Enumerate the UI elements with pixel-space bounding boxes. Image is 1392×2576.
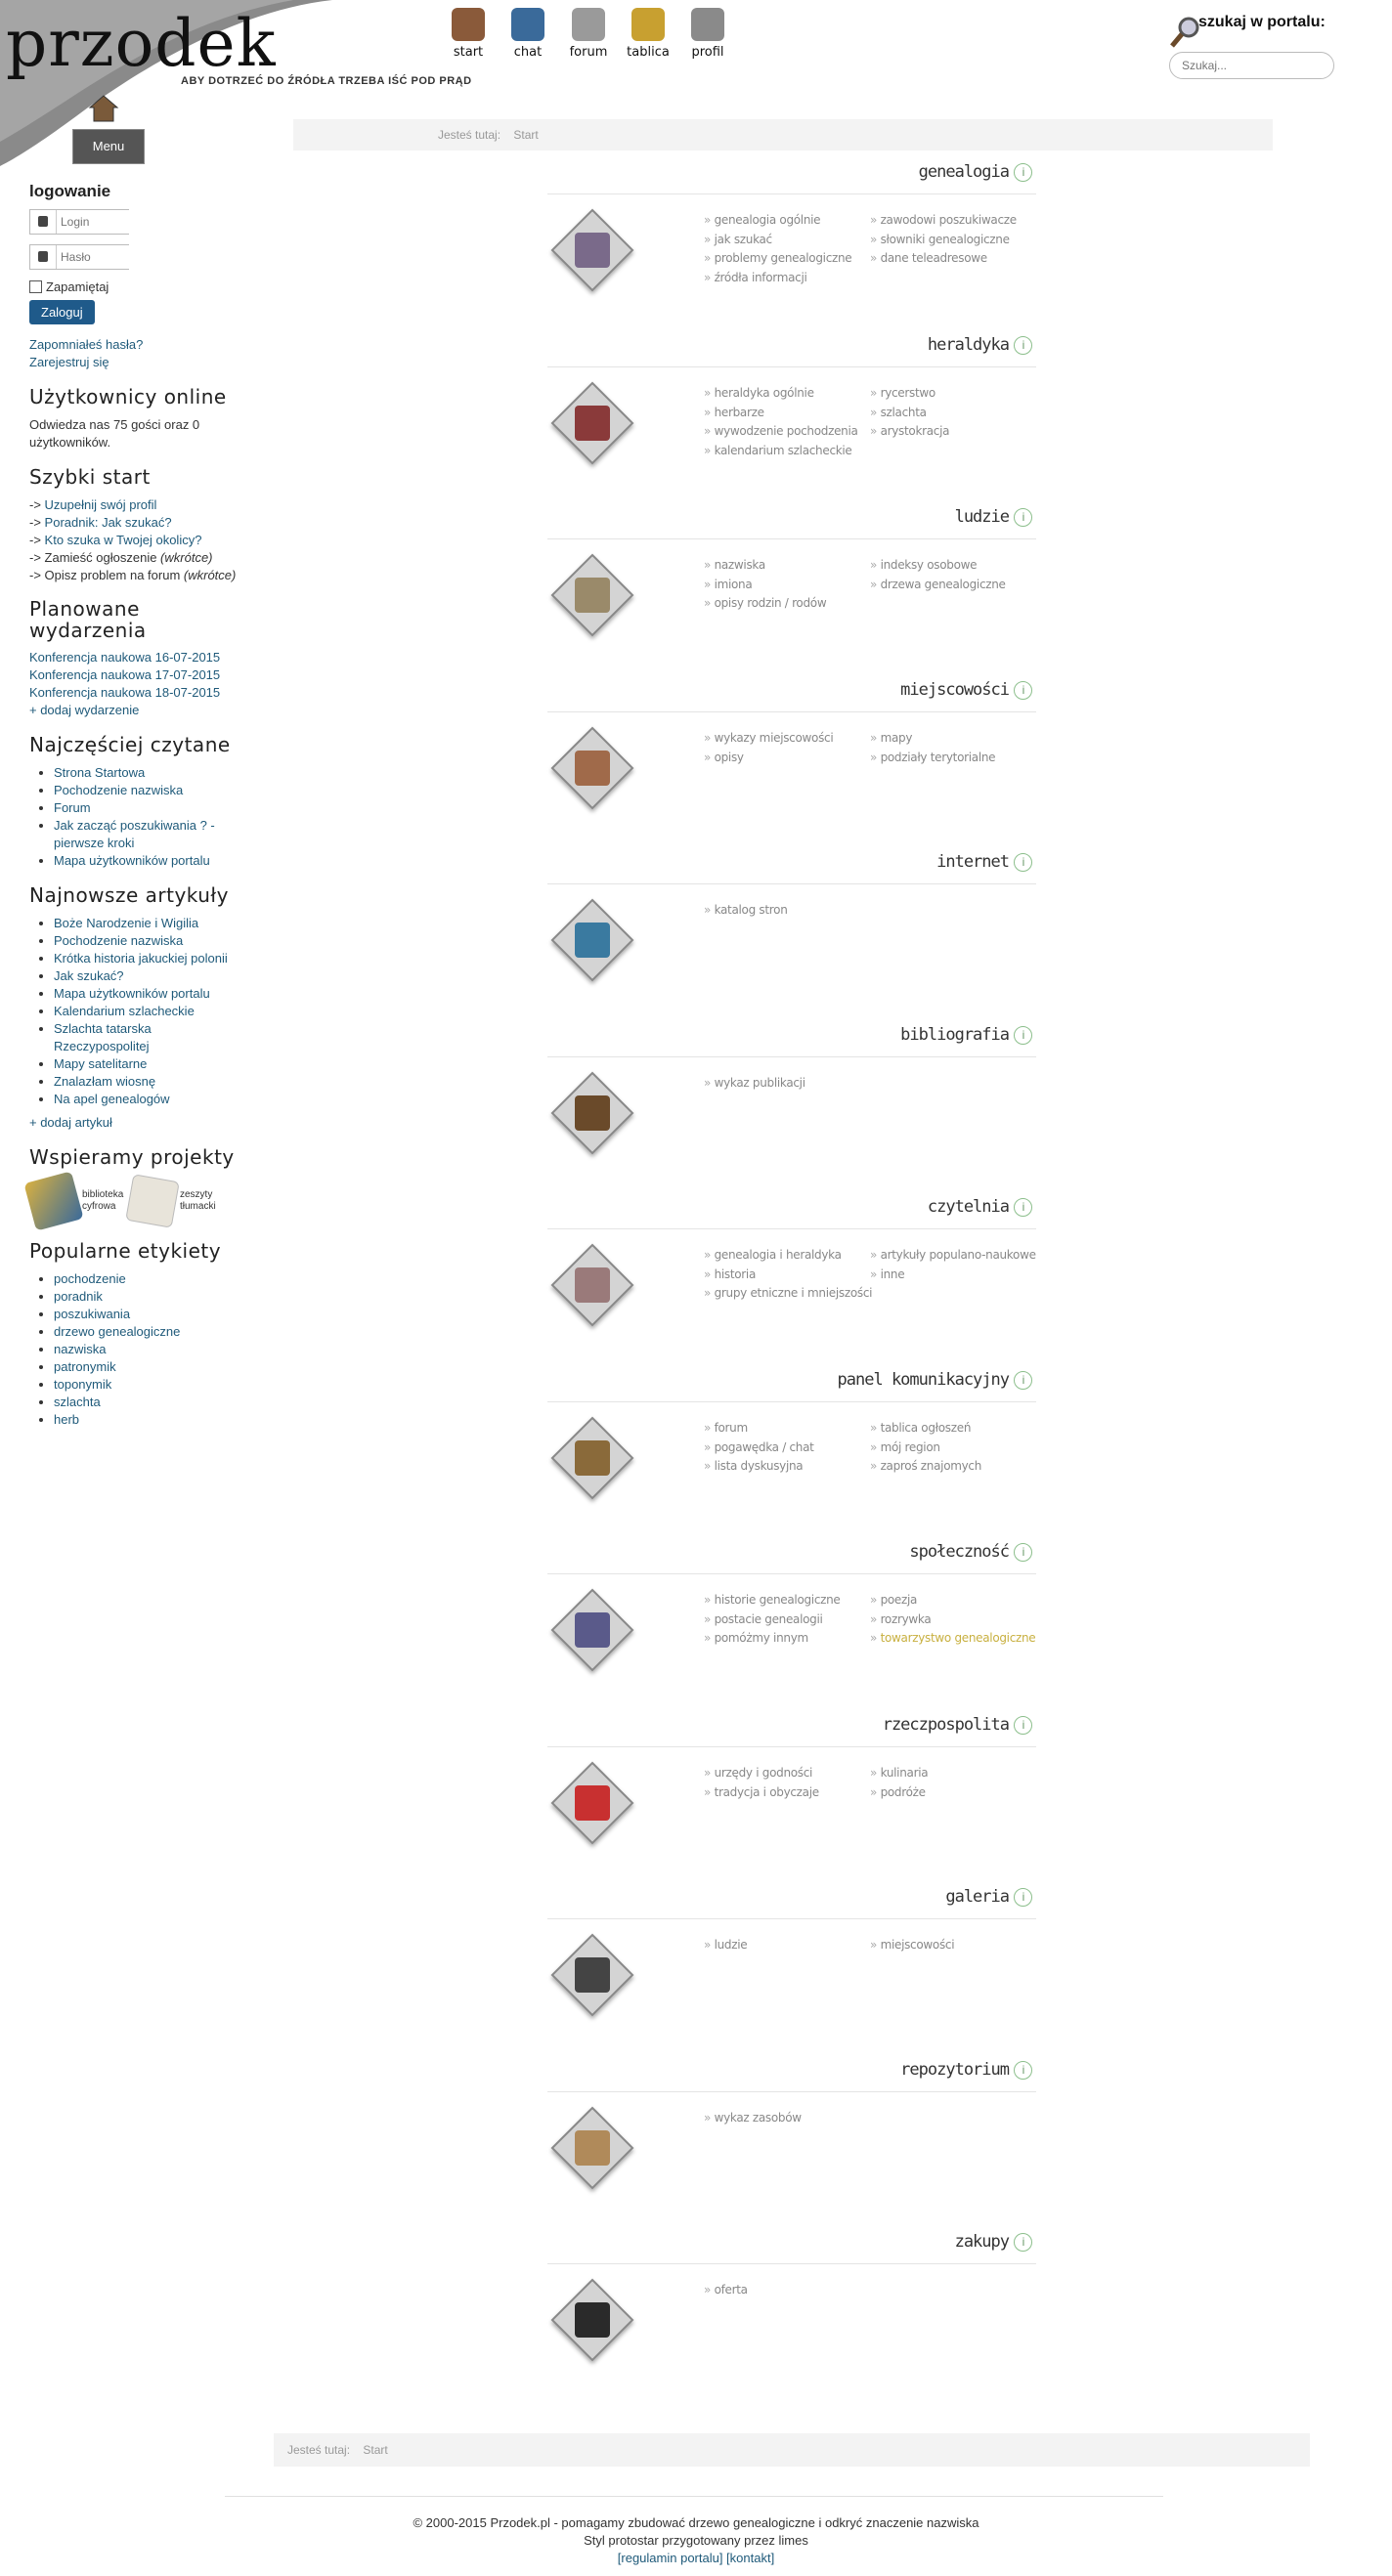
nav-chat[interactable] bbox=[503, 8, 552, 60]
category-link[interactable]: » wykaz zasobów bbox=[704, 2111, 802, 2125]
popular-link[interactable]: Pochodzenie nazwiska bbox=[54, 783, 184, 797]
category-link[interactable]: » kulinaria bbox=[870, 1766, 928, 1780]
category-link[interactable]: » zawodowi poszukiwacze bbox=[870, 213, 1017, 227]
category-link[interactable]: » drzewa genealogiczne bbox=[870, 578, 1006, 591]
nav-profil[interactable] bbox=[683, 8, 732, 60]
search-title: szukaj w portalu: bbox=[1198, 14, 1326, 30]
category-link[interactable]: » wykazy miejscowości bbox=[704, 731, 833, 745]
category-title[interactable] bbox=[900, 1025, 1032, 1045]
category-link[interactable]: » tablica ogłoszeń bbox=[870, 1421, 971, 1435]
breadcrumb-current[interactable]: Start bbox=[513, 128, 539, 142]
projects-title: Wspieramy projekty bbox=[29, 1145, 235, 1169]
category-link[interactable]: » opisy bbox=[704, 751, 744, 764]
camera-icon bbox=[575, 1957, 610, 1993]
lock-icon bbox=[38, 251, 48, 262]
category-image[interactable] bbox=[551, 209, 634, 292]
nav-forum-label: forum bbox=[569, 45, 608, 60]
category-3 bbox=[547, 680, 1036, 852]
category-title-text: rzeczpospolita bbox=[882, 1715, 1009, 1735]
category-link[interactable]: » postacie genealogii bbox=[704, 1612, 823, 1626]
newest-link[interactable]: Mapy satelitarne bbox=[54, 1056, 148, 1071]
tag-link[interactable]: poradnik bbox=[54, 1289, 103, 1304]
online-title: Użytkownicy online bbox=[29, 385, 227, 408]
book-icon bbox=[575, 1095, 610, 1131]
events-title: Planowane wydarzenia bbox=[29, 597, 147, 642]
footer-style-credit: Styl protostar przygotowany przez limes bbox=[584, 2533, 808, 2548]
category-image[interactable] bbox=[551, 1072, 634, 1155]
profile-icon bbox=[691, 8, 724, 41]
category-4 bbox=[547, 852, 1036, 1024]
info-icon[interactable]: i bbox=[1014, 336, 1032, 355]
category-divider bbox=[547, 366, 1036, 367]
quick-item: -> Zamieść ogłoszenie (wkrótce) bbox=[29, 550, 213, 565]
quick-start-title: Szybki start bbox=[29, 465, 151, 489]
newest-link[interactable]: Na apel genealogów bbox=[54, 1092, 170, 1106]
footer-links[interactable]: [regulamin portalu] [kontakt] bbox=[617, 2551, 775, 2565]
category-divider bbox=[547, 2091, 1036, 2092]
category-title-text: repozytorium bbox=[900, 2060, 1009, 2080]
category-title[interactable] bbox=[909, 1542, 1032, 1562]
footer-divider bbox=[225, 2496, 1163, 2497]
info-icon[interactable]: i bbox=[1014, 853, 1032, 872]
category-link[interactable]: » problemy genealogiczne bbox=[704, 251, 851, 265]
category-link[interactable]: » heraldyka ogólnie bbox=[704, 386, 814, 400]
nav-tablica-label: tablica bbox=[627, 45, 670, 60]
event-link[interactable]: Konferencja naukowa 18-07-2015 bbox=[29, 685, 221, 700]
category-link[interactable]: » grupy etniczne i mniejszości bbox=[704, 1286, 872, 1300]
category-link[interactable]: » kalendarium szlacheckie bbox=[704, 444, 852, 457]
category-link[interactable]: » forum bbox=[704, 1421, 748, 1435]
category-link[interactable]: » pomóżmy innym bbox=[704, 1631, 808, 1645]
category-title-text: internet bbox=[936, 852, 1009, 872]
category-link[interactable]: » pogawędka / chat bbox=[704, 1440, 814, 1454]
event-link[interactable]: Konferencja naukowa 17-07-2015 bbox=[29, 667, 221, 682]
newest-link[interactable]: Boże Narodzenie i Wigilia bbox=[54, 916, 199, 930]
newest-link[interactable]: Jak szukać? bbox=[54, 968, 124, 983]
category-link[interactable]: » miejscowości bbox=[870, 1938, 954, 1952]
category-link[interactable]: » wykaz publikacji bbox=[704, 1076, 805, 1090]
category-title-text: heraldyka bbox=[927, 335, 1009, 355]
add-article-link[interactable]: + dodaj artykuł bbox=[29, 1115, 112, 1130]
login-field[interactable] bbox=[29, 209, 129, 235]
newest-link[interactable]: Mapa użytkowników portalu bbox=[54, 986, 210, 1001]
category-divider bbox=[547, 1228, 1036, 1229]
category-link[interactable]: » lista dyskusyjna bbox=[704, 1459, 803, 1473]
user-icon bbox=[38, 216, 48, 227]
add-event-link[interactable]: + dodaj wydarzenie bbox=[29, 703, 140, 717]
category-1 bbox=[547, 335, 1036, 507]
popular-link[interactable]: Mapa użytkowników portalu bbox=[54, 853, 210, 868]
colosseum-icon bbox=[575, 751, 610, 786]
magnifier-icon bbox=[1169, 16, 1202, 52]
category-title[interactable] bbox=[919, 162, 1032, 182]
category-7 bbox=[547, 1370, 1036, 1542]
footer-copyright: © 2000-2015 Przodek.pl - pomagamy zbudować drzewo genealogiczne i odkryć znaczenie nazwiska bbox=[413, 2515, 979, 2530]
category-link[interactable]: » urzędy i godności bbox=[704, 1766, 812, 1780]
forgot-password-link[interactable]: Zapomniałeś hasła? bbox=[29, 337, 144, 352]
info-icon[interactable]: i bbox=[1014, 1888, 1032, 1907]
category-link[interactable]: » mapy bbox=[870, 731, 912, 745]
category-link[interactable]: » szlachta bbox=[870, 406, 927, 419]
newest-link[interactable]: Szlachta tatarska Rzeczypospolitej bbox=[54, 1021, 152, 1053]
register-link[interactable]: Zarejestruj się bbox=[29, 355, 109, 369]
password-input[interactable] bbox=[56, 245, 135, 269]
tags-title: Popularne etykiety bbox=[29, 1239, 222, 1263]
info-icon[interactable]: i bbox=[1014, 2061, 1032, 2080]
sidebar bbox=[29, 182, 254, 1429]
quick-link[interactable]: Uzupełnij swój profil bbox=[44, 497, 157, 512]
category-11 bbox=[547, 2060, 1036, 2232]
category-link[interactable]: » towarzystwo genealogiczne bbox=[870, 1631, 1035, 1645]
category-link[interactable]: » ludzie bbox=[704, 1938, 747, 1952]
genealogy-icon bbox=[575, 233, 610, 268]
nav-start-label: start bbox=[453, 45, 484, 60]
category-link[interactable]: » słowniki genealogiczne bbox=[870, 233, 1010, 246]
newest-link[interactable]: Pochodzenie nazwiska bbox=[54, 933, 184, 948]
category-title[interactable] bbox=[900, 680, 1032, 700]
category-title-text: galeria bbox=[945, 1887, 1009, 1907]
newest-list bbox=[29, 915, 254, 1108]
category-link[interactable]: » artykuły populano-naukowe bbox=[870, 1248, 1036, 1262]
popular-link[interactable]: Strona Startowa bbox=[54, 765, 146, 780]
category-link[interactable]: » nazwiska bbox=[704, 558, 765, 572]
category-title[interactable] bbox=[883, 1715, 1032, 1735]
quick-link[interactable]: Poradnik: Jak szukać? bbox=[44, 515, 172, 530]
category-link[interactable]: » dane teleadresowe bbox=[870, 251, 987, 265]
menu-button[interactable]: Menu bbox=[72, 129, 145, 164]
quick-link[interactable]: Kto szuka w Twojej okolicy? bbox=[44, 533, 202, 547]
login-input[interactable] bbox=[56, 210, 135, 234]
category-link[interactable]: » genealogia i heraldyka bbox=[704, 1248, 842, 1262]
category-divider bbox=[547, 1746, 1036, 1747]
login-title: logowanie bbox=[29, 182, 111, 200]
category-title-text: panel komunikacyjny bbox=[837, 1370, 1009, 1390]
category-0 bbox=[547, 162, 1036, 334]
tag-link[interactable]: poszukiwania bbox=[54, 1307, 131, 1321]
category-10 bbox=[547, 1887, 1036, 2059]
category-title[interactable] bbox=[838, 1370, 1032, 1390]
site-tagline: ABY DOTRZEĆ DO ŹRÓDŁA TRZEBA IŚĆ POD PRĄD bbox=[181, 75, 472, 87]
project-biblioteka[interactable] bbox=[29, 1177, 123, 1225]
category-title-text: miejscowości bbox=[900, 680, 1009, 700]
wallet-icon bbox=[575, 2302, 610, 2338]
category-link[interactable]: » historia bbox=[704, 1267, 756, 1281]
site-logo[interactable]: przodek bbox=[6, 6, 277, 81]
quick-text: Opisz problem na forum bbox=[44, 568, 181, 582]
category-link[interactable]: » rozrywka bbox=[870, 1612, 931, 1626]
home-icon[interactable] bbox=[86, 92, 121, 126]
category-link[interactable]: » imiona bbox=[704, 578, 752, 591]
forum-icon bbox=[572, 8, 605, 41]
category-divider bbox=[547, 1573, 1036, 1574]
tag-link[interactable]: pochodzenie bbox=[54, 1271, 126, 1286]
popular-link[interactable]: Jak zacząć poszukiwania ? - pierwsze kroki bbox=[54, 818, 215, 850]
nav-profil-label: profil bbox=[691, 45, 724, 60]
breadcrumb bbox=[293, 119, 1273, 150]
tags-list bbox=[29, 1270, 254, 1429]
tag-link[interactable]: herb bbox=[54, 1412, 80, 1427]
category-link[interactable]: » arystokracja bbox=[870, 424, 949, 438]
category-title[interactable] bbox=[936, 852, 1032, 872]
newest-link[interactable]: Krótka historia jakuckiej polonii bbox=[54, 951, 228, 966]
category-link[interactable]: » rycerstwo bbox=[870, 386, 935, 400]
quick-item: -> Uzupełnij swój profil bbox=[29, 497, 157, 512]
quick-item: -> Kto szuka w Twojej okolicy? bbox=[29, 533, 202, 547]
category-title[interactable] bbox=[955, 2232, 1032, 2252]
category-title[interactable] bbox=[900, 2060, 1032, 2080]
category-12 bbox=[547, 2232, 1036, 2404]
tag-link[interactable]: patronymik bbox=[54, 1359, 116, 1374]
tag-link[interactable]: toponymik bbox=[54, 1377, 112, 1392]
corkboard-icon bbox=[575, 1440, 610, 1476]
category-title[interactable] bbox=[955, 507, 1032, 527]
people-icon bbox=[575, 578, 610, 613]
breadcrumb-label: Jesteś tutaj: bbox=[438, 128, 501, 142]
category-image[interactable] bbox=[551, 1244, 634, 1327]
board-icon bbox=[631, 8, 665, 41]
category-title-text: ludzie bbox=[954, 507, 1009, 527]
online-text: Odwiedza nas 75 gości oraz 0 użytkowników. bbox=[29, 417, 200, 450]
category-link[interactable]: » źródła informacji bbox=[704, 271, 807, 284]
newest-title: Najnowsze artykuły bbox=[29, 883, 229, 907]
category-divider bbox=[547, 2263, 1036, 2264]
category-image[interactable] bbox=[551, 1934, 634, 2017]
category-image[interactable] bbox=[551, 727, 634, 810]
category-divider bbox=[547, 1056, 1036, 1057]
network-icon bbox=[575, 923, 610, 958]
category-divider bbox=[547, 883, 1036, 884]
shield-icon bbox=[575, 406, 610, 441]
project-label: zeszyty tłumacki bbox=[180, 1189, 216, 1212]
notebook-icon bbox=[125, 1174, 180, 1228]
category-title[interactable] bbox=[928, 1197, 1032, 1217]
category-title-text: zakupy bbox=[954, 2232, 1009, 2252]
nav-tablica[interactable] bbox=[624, 8, 673, 60]
category-8 bbox=[547, 1542, 1036, 1714]
category-divider bbox=[547, 1401, 1036, 1402]
category-link[interactable]: » wywodzenie pochodzenia bbox=[704, 424, 858, 438]
category-link[interactable]: » jak szukać bbox=[704, 233, 772, 246]
breadcrumb-label: Jesteś tutaj: bbox=[287, 2443, 351, 2457]
popular-link[interactable]: Forum bbox=[54, 800, 91, 815]
category-link[interactable]: » poezja bbox=[870, 1593, 917, 1607]
info-icon[interactable]: i bbox=[1014, 681, 1032, 700]
category-title-text: społeczność bbox=[909, 1542, 1009, 1562]
category-image[interactable] bbox=[551, 899, 634, 982]
category-divider bbox=[547, 538, 1036, 539]
tag-link[interactable]: nazwiska bbox=[54, 1342, 107, 1356]
books-icon bbox=[23, 1171, 83, 1230]
category-divider bbox=[547, 1918, 1036, 1919]
category-link[interactable]: » indeksy osobowe bbox=[870, 558, 977, 572]
tag-link[interactable]: szlachta bbox=[54, 1395, 101, 1409]
category-link[interactable]: » podróże bbox=[870, 1785, 926, 1799]
info-icon[interactable]: i bbox=[1014, 163, 1032, 182]
project-label: biblioteka cyfrowa bbox=[82, 1189, 124, 1212]
newest-link[interactable]: Kalendarium szlacheckie bbox=[54, 1004, 195, 1018]
category-5 bbox=[547, 1025, 1036, 1197]
info-icon[interactable]: i bbox=[1014, 2233, 1032, 2252]
category-link[interactable]: » katalog stron bbox=[704, 903, 788, 917]
info-icon[interactable]: i bbox=[1014, 1371, 1032, 1390]
quick-item: -> Poradnik: Jak szukać? bbox=[29, 515, 172, 530]
category-image[interactable] bbox=[551, 1762, 634, 1845]
category-divider bbox=[547, 711, 1036, 712]
breadcrumb-current[interactable]: Start bbox=[363, 2443, 388, 2457]
category-image[interactable] bbox=[551, 554, 634, 637]
info-icon[interactable]: i bbox=[1014, 1198, 1032, 1217]
category-image[interactable] bbox=[551, 2107, 634, 2190]
papers-icon bbox=[575, 1267, 610, 1303]
crowd-icon bbox=[575, 1612, 610, 1648]
remember-label: Zapamiętaj bbox=[46, 279, 109, 294]
category-2 bbox=[547, 507, 1036, 679]
info-icon[interactable]: i bbox=[1014, 508, 1032, 527]
newest-link[interactable]: Znalazłam wiosnę bbox=[54, 1074, 156, 1089]
category-image[interactable] bbox=[551, 2279, 634, 2362]
password-field[interactable] bbox=[29, 244, 129, 270]
popular-list bbox=[29, 764, 254, 870]
category-title[interactable] bbox=[945, 1887, 1032, 1907]
category-link[interactable]: » historie genealogiczne bbox=[704, 1593, 841, 1607]
category-image[interactable] bbox=[551, 382, 634, 465]
category-link[interactable]: » genealogia ogólnie bbox=[704, 213, 820, 227]
remember-checkbox[interactable] bbox=[29, 280, 42, 293]
nav-forum[interactable] bbox=[564, 8, 613, 60]
category-divider bbox=[547, 193, 1036, 194]
category-image[interactable] bbox=[551, 1417, 634, 1500]
info-icon[interactable]: i bbox=[1014, 1543, 1032, 1562]
info-icon[interactable]: i bbox=[1014, 1716, 1032, 1735]
chat-icon bbox=[511, 8, 544, 41]
info-icon[interactable]: i bbox=[1014, 1026, 1032, 1045]
popular-title: Najczęściej czytane bbox=[29, 733, 231, 756]
category-link[interactable]: » mój region bbox=[870, 1440, 940, 1454]
category-link[interactable]: » opisy rodzin / rodów bbox=[704, 596, 826, 610]
category-title-text: genealogia bbox=[918, 162, 1009, 182]
category-9 bbox=[547, 1715, 1036, 1887]
house-icon bbox=[452, 8, 485, 41]
category-6 bbox=[547, 1197, 1036, 1369]
category-link[interactable]: » tradycja i obyczaje bbox=[704, 1785, 819, 1799]
boxes-icon bbox=[575, 2130, 610, 2166]
category-link[interactable]: » podziały terytorialne bbox=[870, 751, 995, 764]
nav-start[interactable] bbox=[444, 8, 493, 60]
category-title-text: bibliografia bbox=[900, 1025, 1009, 1045]
category-link[interactable]: » inne bbox=[870, 1267, 904, 1281]
nav-chat-label: chat bbox=[513, 45, 543, 60]
category-title[interactable] bbox=[928, 335, 1032, 355]
event-link[interactable]: Konferencja naukowa 16-07-2015 bbox=[29, 650, 221, 665]
breadcrumb-bottom bbox=[274, 2433, 1310, 2467]
category-image[interactable] bbox=[551, 1589, 634, 1672]
remember-row[interactable] bbox=[29, 279, 254, 294]
tag-link[interactable]: drzewo genealogiczne bbox=[54, 1324, 181, 1339]
quick-text: Zamieść ogłoszenie bbox=[44, 550, 157, 565]
quick-item: -> Opisz problem na forum (wkrótce) bbox=[29, 568, 237, 582]
search-input[interactable] bbox=[1169, 52, 1334, 79]
category-link[interactable]: » herbarze bbox=[704, 406, 764, 419]
projects-row bbox=[29, 1177, 254, 1225]
category-link[interactable]: » zaproś znajomych bbox=[870, 1459, 981, 1473]
flag-icon bbox=[575, 1785, 610, 1821]
project-zeszyty[interactable] bbox=[129, 1178, 221, 1224]
category-title-text: czytelnia bbox=[927, 1197, 1009, 1217]
category-link[interactable]: » oferta bbox=[704, 2283, 748, 2297]
login-button[interactable]: Zaloguj bbox=[29, 300, 95, 324]
